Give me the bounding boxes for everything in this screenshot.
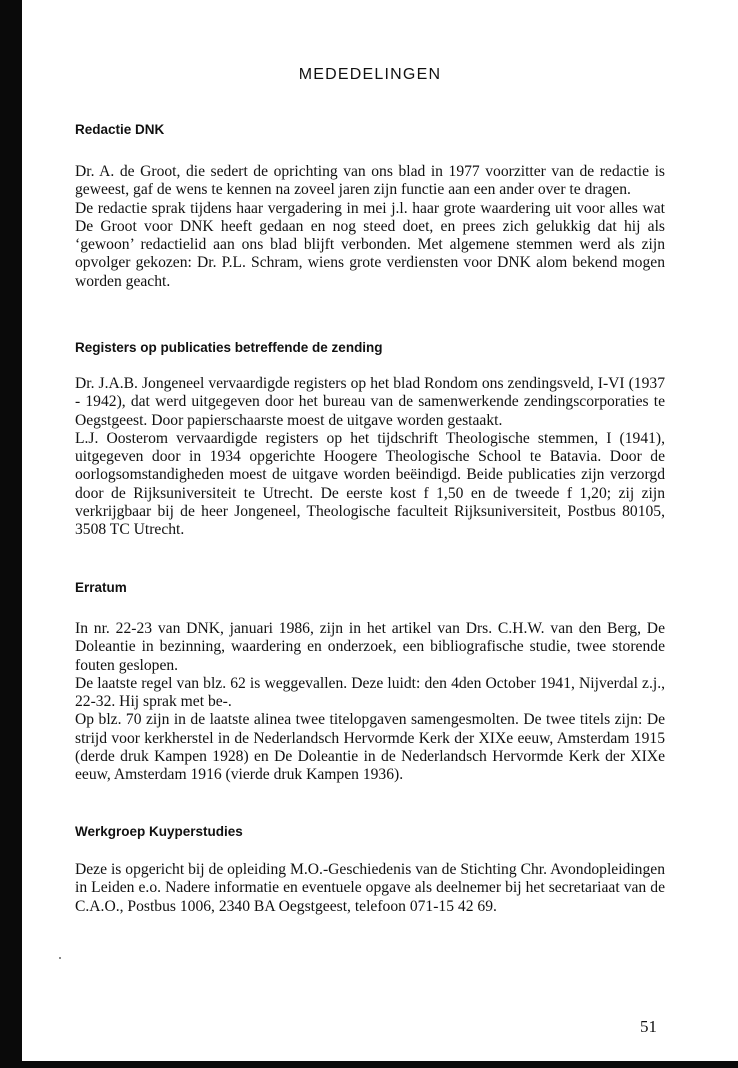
section-heading-registers: Registers op publicaties betreffende de zending <box>75 340 383 355</box>
paragraph: De redactie sprak tijdens haar vergadering in mei j.l. haar grote waardering uit voor alles wat De Groot voor DNK heeft gedaan en nog steed doet, en prees zich gelukkig dat hij als ‘gewoon’ redactielid aan ons blad blijft verbonden. Met algemene stemmen werd als zijn opvolger gekozen: Dr. P.L. Schram, wiens grote verdiensten voor DNK alom bekend mogen worden geacht. <box>75 199 665 290</box>
page-title: MEDEDELINGEN <box>298 66 442 83</box>
paragraph: L.J. Oosterom vervaardigde registers op het tijdschrift Theologische stemmen, I (1941), uitgegeven door in 1934 opgerichte Hoogere Theologische School te Batavia. Door de oorlogsomstandigheden moest de uitgave worden beëindigd. Beide publicaties zijn verzorgd door de Rijksuniversiteit te Utrecht. De eerste kost f 1,50 en de tweede f 1,20; zij zijn verkrijgbaar bij de heer Jongeneel, Theologische faculteit Rijksuniversiteit, Postbus 80105, 3508 TC Utrecht. <box>75 429 665 539</box>
section-body-erratum <box>75 620 665 785</box>
page-number: 51 <box>640 1017 657 1036</box>
section-heading-redactie: Redactie DNK <box>75 122 165 137</box>
section-heading-kuyperstudies: Werkgroep Kuyperstudies <box>75 824 243 839</box>
paragraph: Dr. J.A.B. Jongeneel vervaardigde registers op het blad Rondom ons zendingsveld, I-VI (1937 - 1942), dat werd uitgegeven door het bureau van de samenwerkende zendingscorporaties te Oegstgeest. Door papierschaarste moest de uitgave worden gestaakt. <box>75 375 665 429</box>
paragraph: Dr. A. de Groot, die sedert de oprichting van ons blad in 1977 voorzitter van de redactie is geweest, gaf de wens te kennen na zoveel jaren zijn functie aan een ander over te dragen. <box>75 163 665 199</box>
section-body-kuyperstudies <box>75 861 665 916</box>
left-margin-bar <box>0 0 22 1068</box>
section-body-registers <box>75 375 665 540</box>
section-body-redactie <box>75 163 665 291</box>
section-heading-erratum: Erratum <box>75 580 127 595</box>
paragraph: Deze is opgericht bij de opleiding M.O.-Geschiedenis van de Stichting Chr. Avondopleidingen in Leiden e.o. Nadere informatie en eventuele opgave als deelnemer bij het secretariaat van de C.A.O., Postbus 1006, 2340 BA Oegstgeest, telefoon 071-15 42 69. <box>75 861 665 915</box>
paragraph: In nr. 22-23 van DNK, januari 1986, zijn in het artikel van Drs. C.H.W. van den Berg, De Doleantie in bezinning, waardering en onderzoek, een bibliografische studie, twee storende fouten geslopen. <box>75 620 665 674</box>
scan-speck <box>59 957 61 959</box>
bottom-margin-bar <box>0 1061 738 1068</box>
paragraph: Op blz. 70 zijn in de laatste alinea twee titelopgaven samengesmolten. De twee titels zijn: De strijd voor kerkherstel in de Nederlandsch Hervormde Kerk der XIXe eeuw, Amsterdam 1915 (derde druk Kampen 1928) en De Doleantie in de Nederlandsch Hervormde Kerk der XIXe eeuw, Amsterdam 1916 (vierde druk Kampen 1936). <box>75 711 665 784</box>
paragraph: De laatste regel van blz. 62 is weggevallen. Deze luidt: den 4den October 1941, Nijverdal z.j., 22-32. Hij sprak met be-. <box>75 674 665 711</box>
